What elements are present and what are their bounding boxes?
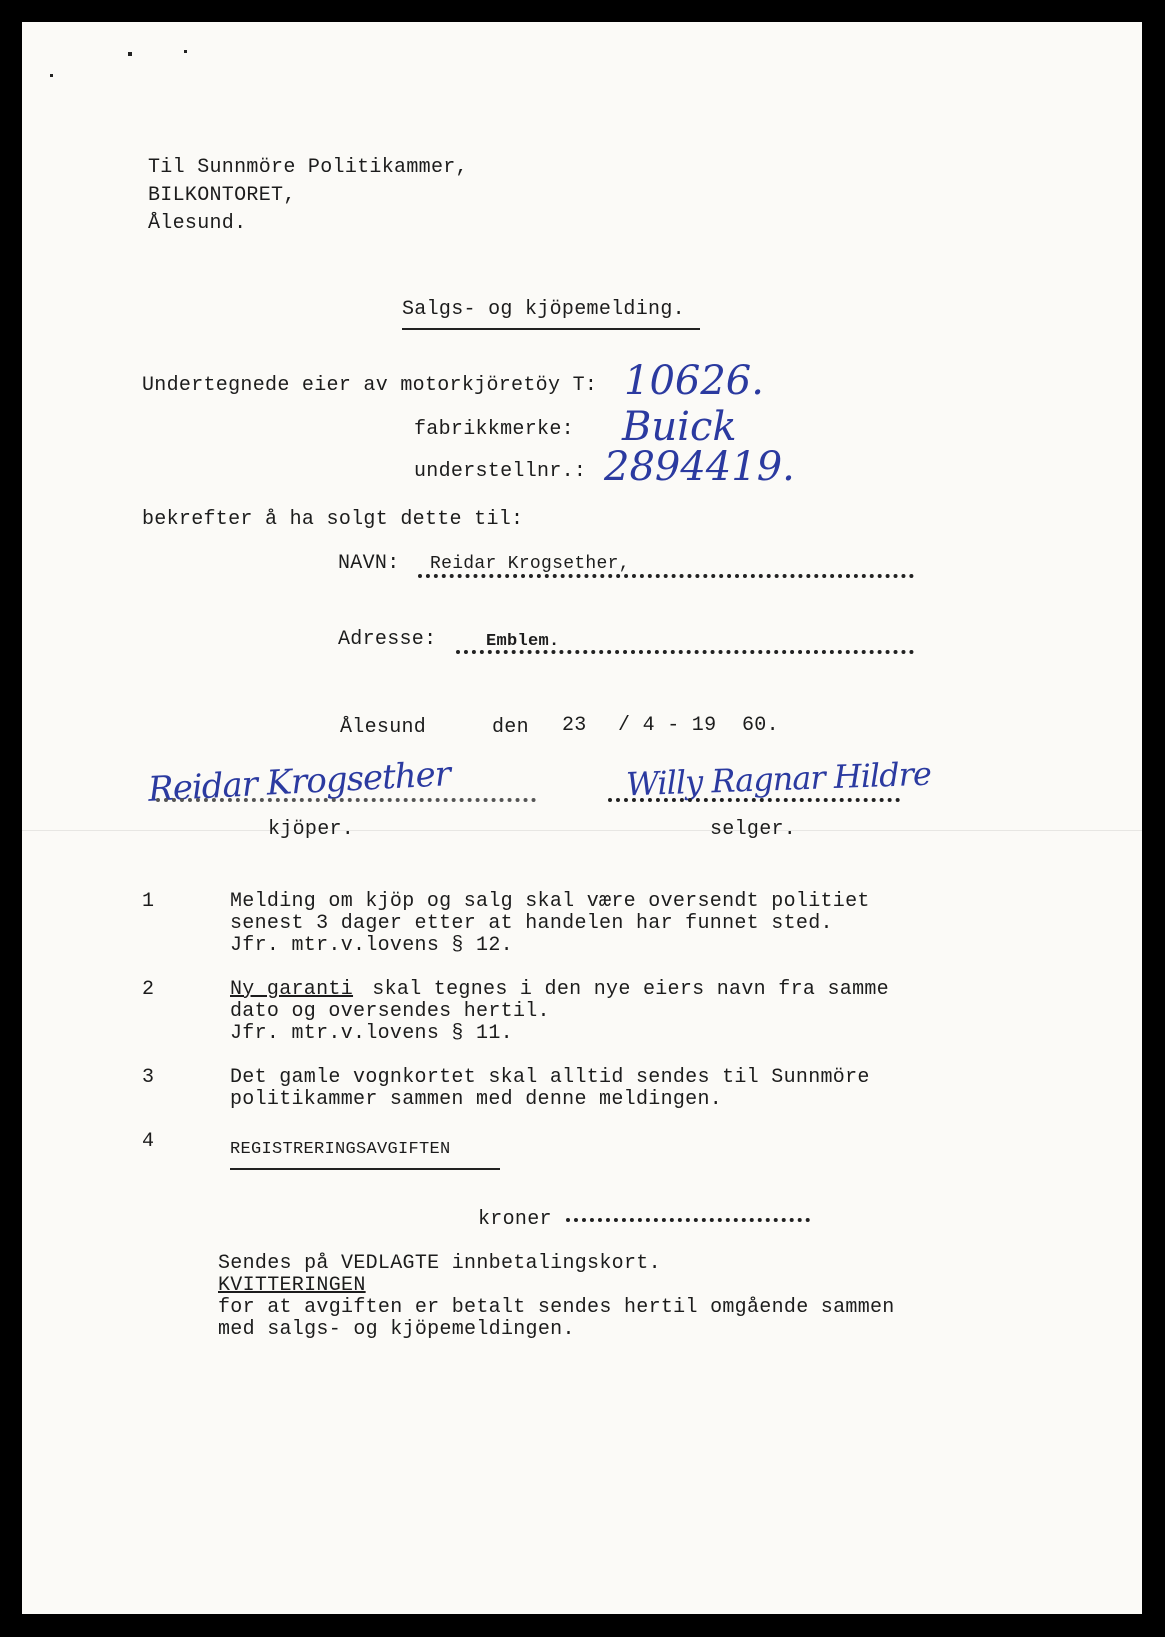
sold-to-label: bekrefter å ha solgt dette til: bbox=[142, 508, 524, 531]
buyer-name: Reidar Krogsether, bbox=[430, 554, 630, 574]
receipt-heading: KVITTERINGEN bbox=[218, 1274, 366, 1297]
note-text: Jfr. mtr.v.lovens § 11. bbox=[230, 1022, 513, 1045]
den-label: den bbox=[492, 716, 529, 739]
kroner-dotted-line bbox=[566, 1218, 810, 1222]
seller-signature: Willy Ragnar Hildre bbox=[625, 754, 932, 804]
fee-heading-underline bbox=[230, 1168, 500, 1170]
place: Ålesund bbox=[340, 716, 427, 739]
buyer-signature: Reidar Krogsether bbox=[147, 754, 451, 810]
date-month: / 4 - 19 bbox=[618, 714, 717, 737]
note-number: 4 bbox=[142, 1130, 155, 1153]
name-dotted-line bbox=[418, 574, 914, 578]
ink-speck bbox=[128, 52, 132, 56]
note-text: Melding om kjöp og salg skal være oversendt politiet bbox=[230, 890, 870, 913]
chassis-value: 2894419. bbox=[604, 444, 795, 490]
document-page bbox=[22, 22, 1142, 1614]
buyer-address: Emblem. bbox=[486, 632, 560, 651]
date-year: 60. bbox=[742, 714, 779, 737]
fold-crease bbox=[22, 830, 1142, 831]
seller-signature-line bbox=[608, 798, 900, 802]
buyer-signature-line bbox=[156, 798, 536, 802]
fee-text: Sendes på VEDLAGTE innbetalingskort. bbox=[218, 1252, 661, 1275]
make-value: Buick bbox=[622, 404, 737, 450]
fee-heading: REGISTRERINGSAVGIFTEN bbox=[230, 1140, 451, 1159]
make-label: fabrikkmerke: bbox=[414, 418, 574, 441]
note-text: skal tegnes i den nye eiers navn fra samme bbox=[360, 978, 889, 1001]
kroner-label: kroner bbox=[478, 1208, 552, 1231]
fee-text: for at avgiften er betalt sendes hertil omgående sammen bbox=[218, 1296, 895, 1319]
document-title: Salgs- og kjöpemelding. bbox=[402, 298, 685, 321]
note-number: 3 bbox=[142, 1066, 155, 1089]
reg-number: 10626. bbox=[624, 358, 764, 404]
title-underline bbox=[402, 328, 700, 330]
address-dotted-line bbox=[456, 650, 914, 654]
name-label: NAVN: bbox=[338, 552, 400, 575]
date-day: 23 bbox=[562, 714, 587, 737]
fee-text: med salgs- og kjöpemeldingen. bbox=[218, 1318, 575, 1341]
addressee-line: Ålesund. bbox=[148, 212, 247, 235]
seller-label: selger. bbox=[710, 818, 797, 841]
addressee-line: Til Sunnmöre Politikammer, bbox=[148, 156, 468, 179]
note-text: dato og oversendes hertil. bbox=[230, 1000, 550, 1023]
owner-label: Undertegnede eier av motorkjöretöy T: bbox=[142, 374, 598, 397]
note-number: 1 bbox=[142, 890, 155, 913]
chassis-label: understellnr.: bbox=[414, 460, 587, 483]
buyer-label: kjöper. bbox=[268, 818, 355, 841]
note-text: senest 3 dager etter at handelen har funnet sted. bbox=[230, 912, 833, 935]
note-text: Det gamle vognkortet skal alltid sendes til Sunnmöre bbox=[230, 1066, 870, 1089]
ink-speck bbox=[184, 50, 187, 53]
note-text-underlined: Ny garanti bbox=[230, 978, 354, 1001]
note-number: 2 bbox=[142, 978, 155, 1001]
address-label: Adresse: bbox=[338, 628, 437, 651]
ink-speck bbox=[50, 74, 53, 77]
note-text: Jfr. mtr.v.lovens § 12. bbox=[230, 934, 513, 957]
note-text: politikammer sammen med denne meldingen. bbox=[230, 1088, 723, 1111]
addressee-line: BILKONTORET, bbox=[148, 184, 296, 207]
